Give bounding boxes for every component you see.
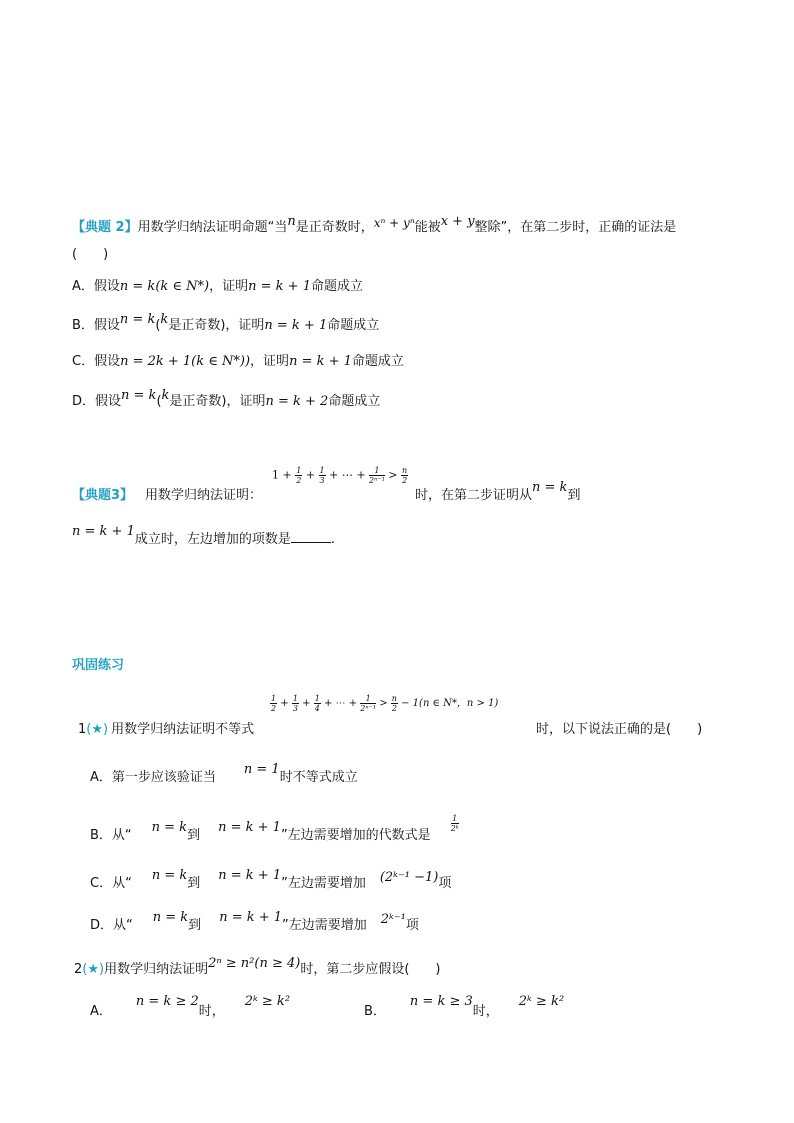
answer-blank <box>291 532 331 543</box>
question-1-stem-end: 时，以下说法正确的是( ) <box>536 722 703 737</box>
example-2-stem: 【典题 2】用数学归纳法证明命题“当n是正奇数时，xⁿ + yⁿ能被x + y整除”，在第二步时，正确的证法是 <box>72 214 677 235</box>
question-2-option-a: A．n = k ≥ 2时，2ᵏ ≥ k² <box>90 994 291 1019</box>
example-2-option-d: D．假设n = k(k是正奇数)，证明n = k + 2命题成立 <box>72 388 381 409</box>
example-2-option-b: B．假设n = k(k是正奇数)，证明n = k + 1命题成立 <box>72 312 380 333</box>
question-1-formula: $\frac{1}{2}$ + $\frac{1}{3}$ + $\frac{1}{4}$ + ⋯ + $\frac{1}{\text{2ⁿ⁻¹}}$ > $\frac{n}{2}$ − 1(n ∈ N*，n > 1) <box>271 694 499 713</box>
question-1-option-a: A．第一步应该验证当n = 1时不等式成立 <box>90 762 358 785</box>
example-3-text: 时，在第二步证明从n = k到 <box>415 480 581 503</box>
question-1-stem: 1(★) 用数学归纳法证明不等式 <box>78 722 255 737</box>
question-1-option-b: B．从“n = k到n = k + 1”左边需要增加的代数式是 $\frac{1}{\text{2ᵏ}}$ <box>90 814 459 843</box>
example-3-formula: 1 + $\frac{1}{2}$ + $\frac{1}{3}$ + ⋯ + $\frac{1}{\text{2ⁿ⁻¹}}$ > $\frac{n}{2}$ <box>272 466 408 485</box>
question-2-option-b: B．n = k ≥ 3时，2ᵏ ≥ k² <box>364 994 565 1019</box>
example-3-tag: 【典题3】 <box>72 488 134 503</box>
question-1-option-c: C．从“n = k到n = k + 1”左边需要增加 (2ᵏ⁻¹ −1)项 <box>90 868 452 891</box>
example-2-paren: ( ) <box>72 247 109 262</box>
section-title: 巩固练习 <box>72 658 125 673</box>
example-2-tag: 【典题 2】 <box>72 220 138 235</box>
example-3-line-2: n = k + 1成立时，左边增加的项数是 . <box>72 524 335 547</box>
question-1-option-d: D．从“n = k到n = k + 1”左边需要增加 2ᵏ⁻¹项 <box>90 910 419 933</box>
example-2-option-a: A．假设n = k(k ∈ N*)，证明n = k + 1命题成立 <box>72 279 363 294</box>
question-2-stem: 2(★)用数学归纳法证明2ⁿ ≥ n²(n ≥ 4)时，第二步应假设( ) <box>74 956 441 977</box>
example-3-tag-line: 【典题3】 用数学归纳法证明： <box>72 488 263 503</box>
example-2-option-c: C．假设n = 2k + 1(k ∈ N*))，证明n = k + 1命题成立 <box>72 354 404 369</box>
